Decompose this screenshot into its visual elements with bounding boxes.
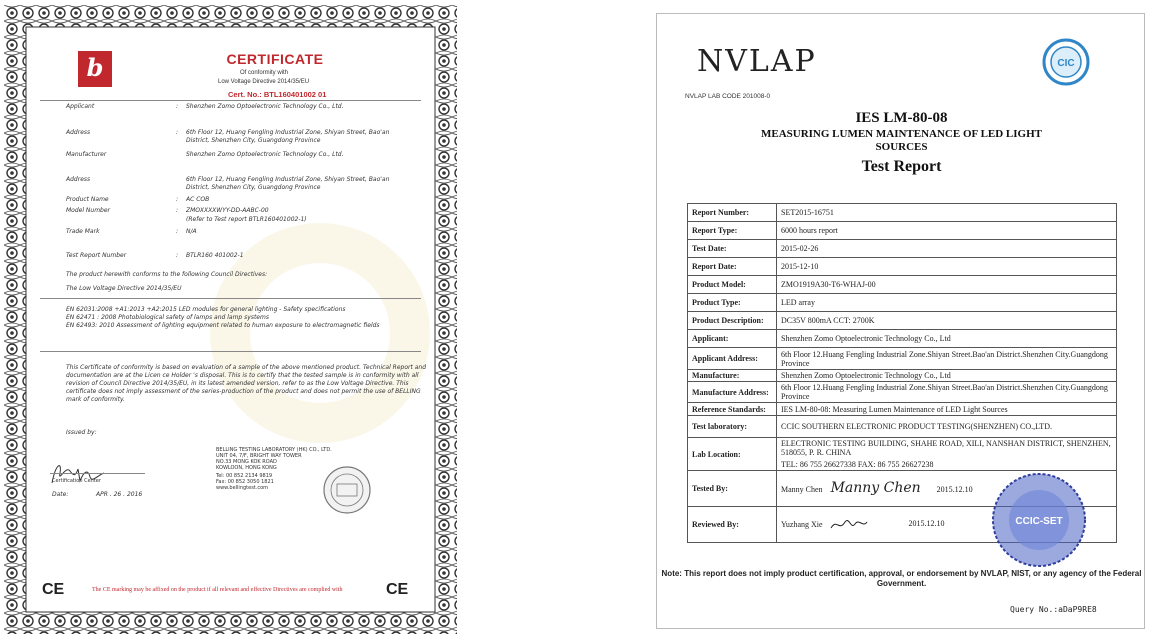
row-label: Product Type: bbox=[688, 294, 777, 312]
row-value: 6th Floor 12.Huang Fengling Industrial Zone.Shiyan Street.Bao'an District.Shenzhen City.Guangdong Province bbox=[777, 382, 1117, 403]
table-row bbox=[688, 276, 1117, 294]
report-subtitle-cont: SOURCES bbox=[875, 141, 928, 153]
row-label: Tested By: bbox=[688, 471, 777, 507]
row-value: IES LM-80-08: Measuring Lumen Maintenance of LED Light Sources bbox=[777, 403, 1117, 416]
certificate-directive-subtitle: Low Voltage Directive 2014/35/EU bbox=[218, 79, 310, 85]
report-standard-title: IES LM-80-08 bbox=[855, 110, 948, 126]
report-heading: Test Report bbox=[861, 158, 942, 175]
field-label: Test Report Number bbox=[66, 252, 127, 259]
query-number: Query No.:aDaP9RE8 bbox=[1010, 605, 1097, 614]
field-colon: : bbox=[176, 252, 179, 259]
row-label: Report Type: bbox=[688, 222, 777, 240]
reviewer-name: Yuzhang Xie bbox=[781, 519, 823, 529]
belling-logo: b bbox=[78, 51, 112, 87]
row-label: Applicant Address: bbox=[688, 348, 777, 370]
divider bbox=[40, 351, 421, 352]
field-label: Model Number bbox=[66, 207, 111, 214]
field-value: (Refer to Test report BTLR160401002-1) bbox=[186, 216, 307, 223]
row-value: LED array bbox=[777, 294, 1117, 312]
row-label: Lab Location: bbox=[688, 438, 777, 471]
nvlap-logo: NVLAP bbox=[697, 44, 817, 79]
tester-signature: Manny Chen bbox=[830, 479, 921, 496]
divider bbox=[40, 298, 421, 299]
table-row bbox=[688, 416, 1117, 438]
date-label: Date: bbox=[52, 491, 69, 498]
table-row bbox=[688, 222, 1117, 240]
row-value: 6000 hours report bbox=[777, 222, 1117, 240]
field-value: 6th Floor 12, Huang Fengling Industrial Zone, Shiyan Street, Bao'an District, Shenzhen City, Guangdong Province bbox=[186, 176, 390, 191]
reviewed-date: 2015.12.10 bbox=[908, 519, 945, 529]
row-value: CCIC SOUTHERN ELECTRONIC PRODUCT TESTING(SHENZHEN) CO.,LTD. bbox=[777, 416, 1117, 438]
field-colon: : bbox=[176, 103, 179, 110]
table-row bbox=[688, 294, 1117, 312]
row-label: Manufacture: bbox=[688, 370, 777, 382]
cic-logo bbox=[1041, 37, 1091, 87]
row-label: Applicant: bbox=[688, 330, 777, 348]
conformity-statement: The product herewith conforms to the following Council Directives: bbox=[66, 271, 268, 278]
certificate-body bbox=[40, 33, 427, 605]
row-value: 2015-12-10 bbox=[777, 258, 1117, 276]
lab-location-address: ELECTRONIC TESTING BUILDING, SHAHE ROAD, XILI, NANSHAN DISTRICT, SHENZHEN, 518055, P. R. CHINA bbox=[781, 439, 1111, 457]
row-value bbox=[777, 438, 1117, 471]
certificate-body-text: This Certificate of conformity is based on evaluation of a sample of the above mentioned product. Technical Report and documentation are at the Licen ce Holder 's disposal. This is to certify that the tested sample is in conformity with all revision of Council Directive 2014/35/EU, in its latest amended version, refer to as the Low Voltage Directive. This certificate does not imply assessment of the series-production of the product and does not permit the use of BELLING mark of conformity. bbox=[66, 364, 427, 403]
field-label: Product Name bbox=[66, 196, 109, 203]
field-value: Shenzhen Zomo Optoelectronic Technology Co., Ltd. bbox=[186, 103, 344, 110]
table-row bbox=[688, 403, 1117, 416]
field-colon: : bbox=[176, 228, 179, 235]
table-row bbox=[688, 348, 1117, 370]
certificate-number: Cert. No.: BTL160401002 01 bbox=[228, 90, 327, 99]
ce-certificate bbox=[4, 5, 457, 634]
reviewer-signature bbox=[829, 516, 869, 534]
field-label: Manufacturer bbox=[66, 151, 107, 158]
table-row bbox=[688, 370, 1117, 382]
table-row bbox=[688, 204, 1117, 222]
row-label: Reference Standards: bbox=[688, 403, 777, 416]
row-label: Test Date: bbox=[688, 240, 777, 258]
field-value: ZMOXXXXWYY-DD-AABC-00 bbox=[186, 207, 269, 214]
signature-line bbox=[50, 473, 145, 474]
date-value: APR . 26 . 2016 bbox=[96, 491, 143, 498]
svg-text:CIC: CIC bbox=[1057, 58, 1075, 69]
divider bbox=[40, 100, 421, 101]
table-row bbox=[688, 240, 1117, 258]
table-row bbox=[688, 330, 1117, 348]
lab-code: NVLAP LAB CODE 201008-0 bbox=[685, 93, 771, 100]
row-value: Shenzhen Zomo Optoelectronic Technology Co., Ltd bbox=[777, 370, 1117, 382]
lab-address: BELLING TESTING LABORATORY (HK) CO., LTD. UNIT 04, 7/F, BRIGHT WAY TOWER NO.33 MONG KOK ROAD KOWLOON, HONG KONG bbox=[216, 447, 332, 471]
table-row bbox=[688, 438, 1117, 471]
ce-mark-left: CE bbox=[42, 581, 65, 598]
row-label: Reviewed By: bbox=[688, 507, 777, 543]
field-label: Applicant bbox=[66, 103, 95, 110]
row-label: Report Date: bbox=[688, 258, 777, 276]
field-value: Shenzhen Zomo Optoelectronic Technology Co., Ltd. bbox=[186, 151, 344, 158]
row-label: Test laboratory: bbox=[688, 416, 777, 438]
ccic-set-stamp bbox=[990, 471, 1088, 569]
watermark bbox=[190, 183, 450, 483]
tested-date: 2015.12.10 bbox=[936, 484, 973, 494]
row-value: DC35V 800mA CCT: 2700K bbox=[777, 312, 1117, 330]
row-value: 6th Floor 12.Huang Fengling Industrial Zone.Shiyan Street.Bao'an District.Shenzhen City.Guangdong Province bbox=[777, 348, 1117, 370]
field-colon: : bbox=[176, 129, 179, 136]
field-colon: : bbox=[176, 196, 179, 203]
table-row bbox=[688, 258, 1117, 276]
row-value: 2015-02-26 bbox=[777, 240, 1117, 258]
row-value: SET2015-16751 bbox=[777, 204, 1117, 222]
lab-contact: Tel: 00 852 2134 9819 Fax: 00 852 3050 1821 www.bellingtest.com bbox=[216, 473, 274, 491]
row-label: Report Number: bbox=[688, 204, 777, 222]
field-label: Trade Mark bbox=[66, 228, 100, 235]
field-value: BTLR160 401002-1 bbox=[186, 252, 244, 259]
ce-marking-note: The CE marking may be affixed on the product if all relevant and effective Directives are complied with bbox=[92, 587, 343, 593]
tester-name: Manny Chen bbox=[781, 484, 823, 494]
certificate-title: CERTIFICATE bbox=[226, 51, 324, 67]
laboratory-seal bbox=[322, 465, 372, 515]
field-value: 6th Floor 12, Huang Fengling Industrial Zone, Shiyan Street, Bao'an District, Shenzhen City, Guangdong Province bbox=[186, 129, 390, 144]
field-colon: : bbox=[176, 207, 179, 214]
field-value: N/A bbox=[186, 228, 197, 235]
directive-name: The Low Voltage Directive 2014/35/EU bbox=[66, 285, 182, 292]
table-row bbox=[688, 312, 1117, 330]
report-subtitle: MEASURING LUMEN MAINTENANCE OF LED LIGHT bbox=[760, 128, 1043, 140]
row-label: Product Description: bbox=[688, 312, 777, 330]
ce-mark-right: CE bbox=[386, 581, 409, 598]
field-label: Address bbox=[66, 129, 91, 136]
field-value: AC COB bbox=[186, 196, 210, 203]
standards-list: EN 62031:2008 +A1:2013 +A2:2015 LED modules for general lighting - Safety specifications EN 62471 : 2008 Photobiological safety of lamps and lamp systems EN 62493: 2010 Assessment of lighting equipment related to human exposure to electromagnetic fields bbox=[66, 306, 380, 329]
field-label: Address bbox=[66, 176, 91, 183]
row-label: Manufacture Address: bbox=[688, 382, 777, 403]
issued-by-label: Issued by: bbox=[66, 429, 97, 436]
nvlap-test-report bbox=[656, 13, 1145, 629]
svg-text:CCIC-SET: CCIC-SET bbox=[1015, 516, 1063, 527]
row-value: ZMO1919A30-T6-WHAJ-00 bbox=[777, 276, 1117, 294]
table-row bbox=[688, 382, 1117, 403]
row-label: Product Model: bbox=[688, 276, 777, 294]
nvlap-disclaimer: Note: This report does not imply product certification, approval, or endorsement by NVLAP, NIST, or any agency of the Federal Government. bbox=[661, 569, 1142, 588]
row-value: Shenzhen Zomo Optoelectronic Technology Co., Ltd bbox=[777, 330, 1117, 348]
lab-phone-fax: TEL: 86 755 26627338 FAX: 86 755 26627238 bbox=[781, 460, 934, 469]
certificate-subtitle: Of conformity with bbox=[240, 70, 289, 76]
certification-center-label: Certification Center bbox=[52, 478, 101, 484]
